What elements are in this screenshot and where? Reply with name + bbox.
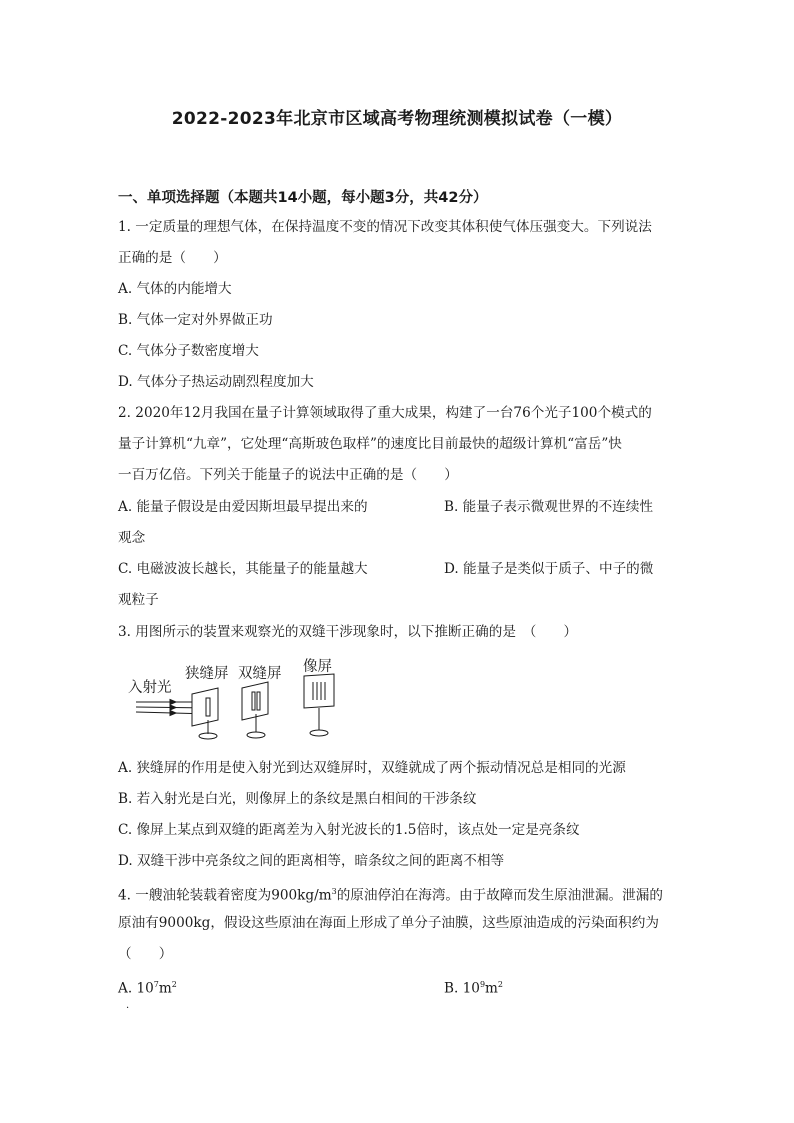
q2-stem-line3: 一百万亿倍。下列关于能量子的说法中正确的是（ ） — [118, 467, 458, 483]
q2-option-b: B. 能量子表示微观世界的不连续性 — [444, 499, 653, 515]
apparatus-drawing — [122, 652, 352, 744]
label-double-slit-screen: 双缝屏 — [238, 666, 282, 682]
q4-stem-line3: （ ） — [118, 946, 173, 962]
q2-option-b-cont: 观念 — [118, 530, 146, 546]
label-incident-light: 入射光 — [128, 680, 172, 696]
label-slit-screen: 狭缝屏 — [185, 666, 229, 682]
q4-stem-line2: 原油有9000kg，假设这些原油在海面上形成了单分子油膜，这些原油造成的污染面积约为 — [118, 915, 659, 931]
q1-stem-line2: 正确的是（ ） — [118, 250, 227, 266]
q2-option-c: C. 电磁波波长越长，其能量子的能量越大 — [118, 561, 368, 577]
q2-stem-line1: 2. 2020年12月我国在量子计算领域取得了重大成果，构建了一台76个光子100个模式的 — [118, 405, 652, 421]
double-slit-figure — [122, 652, 352, 744]
q2-option-d: D. 能量子是类似于质子、中子的微 — [444, 561, 654, 577]
stray-mark: · — [126, 1003, 130, 1014]
q3-stem: 3. 用图所示的装置来观察光的双缝干涉现象时，以下推断正确的是 （ ） — [118, 624, 578, 640]
label-image-screen: 像屏 — [303, 659, 332, 675]
q4-stem-line1: 4. 一艘油轮装载着密度为$900kg/m^3$的原油停泊在海湾。由于故障而发生原油泄漏。泄漏的 — [118, 887, 663, 904]
q3-option-d: D. 双缝干涉中亮条纹之间的距离相等，暗条纹之间的距离不相等 — [118, 853, 505, 869]
q3-option-a: A. 狭缝屏的作用是使入射光到达双缝屏时，双缝就成了两个振动情况总是相同的光源 — [118, 760, 626, 776]
q2-option-a: A. 能量子假设是由爱因斯坦最早提出来的 — [118, 499, 368, 515]
q2-stem-line2: 量子计算机“九章”，它处理“高斯玻色取样”的速度比目前最快的超级计算机“富岳”快 — [118, 436, 622, 452]
q1-option-b: B. 气体一定对外界做正功 — [118, 312, 273, 328]
q4-option-a: A. $10^7m^2$ — [118, 980, 177, 997]
q1-option-d: D. 气体分子热运动剧烈程度加大 — [118, 374, 314, 390]
q2-option-d-cont: 观粒子 — [118, 592, 159, 608]
q3-option-c: C. 像屏上某点到双缝的距离差为入射光波长的1.5倍时，该点处一定是亮条纹 — [118, 822, 580, 838]
q1-stem-line1: 1. 一定质量的理想气体，在保持温度不变的情况下改变其体积使气体压强变大。下列说法 — [118, 219, 652, 235]
section-heading: 一、单项选择题（本题共14小题，每小题3分，共42分） — [118, 190, 488, 206]
q1-option-a: A. 气体的内能增大 — [118, 281, 232, 297]
q1-option-c: C. 气体分子数密度增大 — [118, 343, 259, 359]
q3-option-b: B. 若入射光是白光，则像屏上的条纹是黑白相间的干涉条纹 — [118, 791, 477, 807]
q4-option-b: B. $10^9m^2$ — [444, 980, 504, 997]
page-title: 2022-2023年北京市区域高考物理统测模拟试卷（一模） — [171, 109, 623, 129]
